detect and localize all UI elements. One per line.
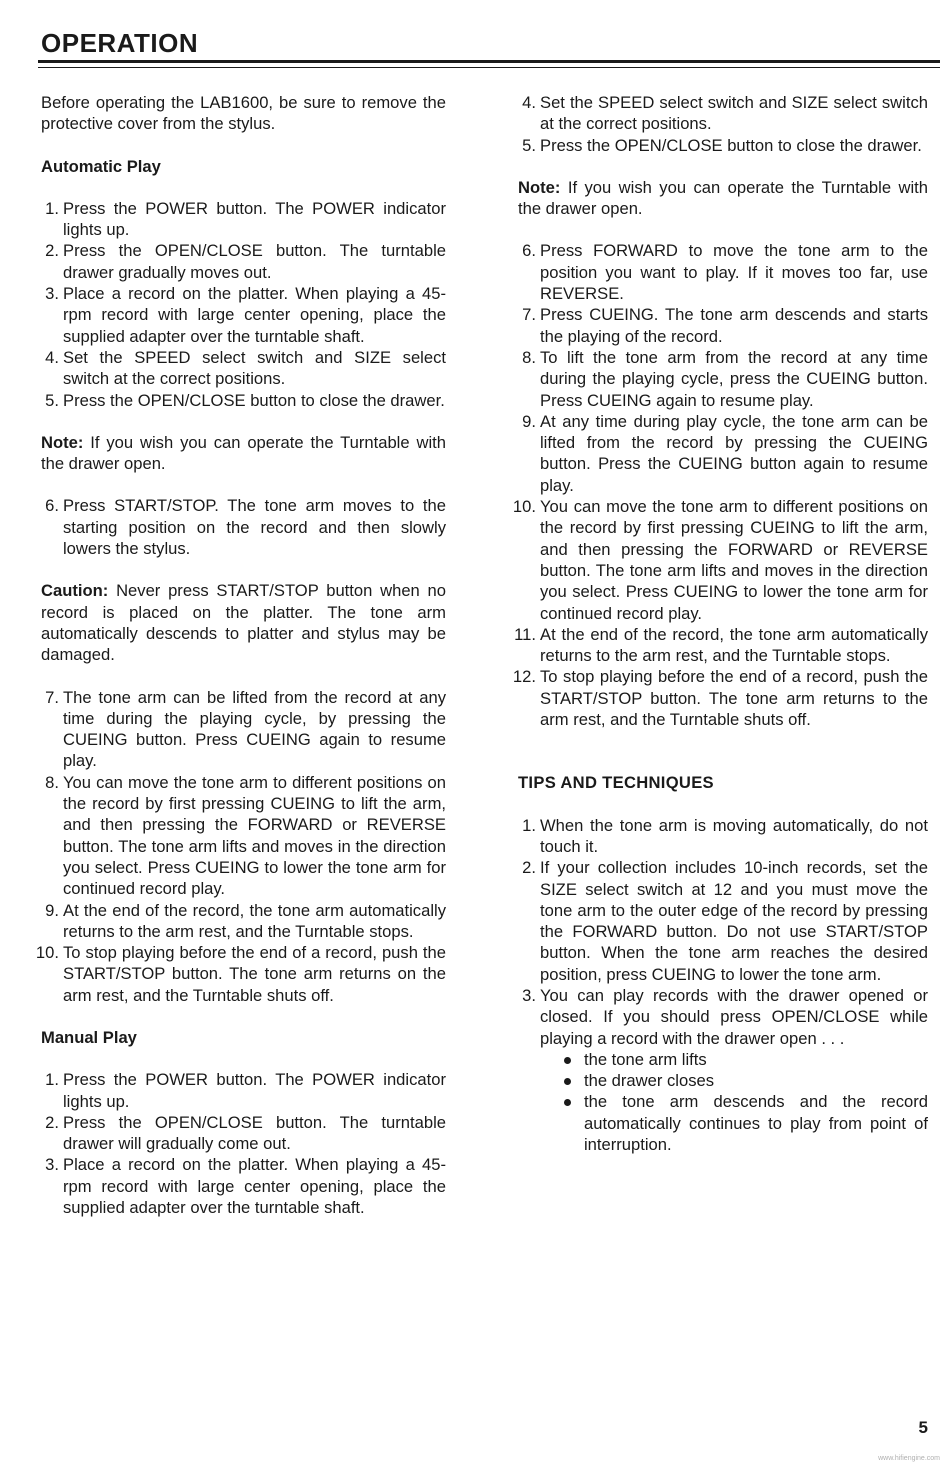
list-item: 5. Press the OPEN/CLOSE button to close the drawer. — [522, 135, 922, 155]
manual-play-steps-1a — [41, 1069, 446, 1218]
bullet-item: the drawer closes — [562, 1070, 928, 1091]
list-item: 6. Press START/STOP. The tone arm moves to the starting position on the record and then slowly lowers the stylus. — [45, 496, 446, 559]
manual-play-steps-1b — [518, 92, 928, 156]
automatic-play-steps-1 — [41, 198, 446, 411]
tips-bullets — [540, 1049, 928, 1155]
list-item: 2. Press the OPEN/CLOSE button. The turntable drawer gradually moves out. — [45, 241, 446, 282]
list-item: 8. To lift the tone arm from the record at any time during the playing cycle, press the CUEING button. Press CUEING again to resume play. — [522, 347, 928, 410]
automatic-play-steps-2 — [41, 495, 446, 559]
automatic-play-steps-3 — [35, 687, 446, 1006]
list-item: 5. Press the OPEN/CLOSE button to close the drawer. — [45, 390, 445, 410]
list-item: 12. To stop playing before the end of a record, push the START/STOP button. The tone arm returns to the arm rest, and the Turntable shuts off. — [512, 667, 928, 730]
list-item: 7. Press CUEING. The tone arm descends and starts the playing of the record. — [522, 305, 928, 346]
list-item: 2. If your collection includes 10-inch records, set the SIZE select switch at 12 and you must move the tone arm to the outer edge of the record by pressing the FORWARD button. Do not use START/STOP button. When the tone arm reaches the desired position, press CUEING to lower the tone arm. — [522, 858, 928, 984]
list-item: 1. Press the POWER button. The POWER indicator lights up. — [45, 198, 446, 240]
list-item: 3. You can play records with the drawer opened or closed. If you should press OPEN/CLOSE while playing a record with the drawer open . . . the tone arm lifts the drawer closes the tone arm descends and the record automatically continues to play from point of interruption. — [522, 985, 928, 1155]
list-item: 3. Place a record on the platter. When playing a 45-rpm record with large center opening, place the supplied adapter over the turntable shaft. — [45, 1155, 446, 1218]
list-item: 4. Set the SPEED select switch and SIZE select switch at the correct positions. — [522, 93, 928, 134]
header-rule-thin — [38, 67, 940, 68]
list-item: 9. At any time during play cycle, the tone arm can be lifted from the record by pressing the CUEING button. Press the CUEING button again to resume play. — [522, 411, 928, 495]
list-item: 1. When the tone arm is moving automatically, do not touch it. — [522, 815, 928, 856]
bullet-item: the tone arm descends and the record automatically continues to play from point of interruption. — [562, 1091, 928, 1155]
list-item: 2. Press the OPEN/CLOSE button. The turntable drawer will gradually come out. — [45, 1112, 446, 1154]
tips-list — [518, 815, 928, 1156]
automatic-play-heading: Automatic Play — [41, 156, 161, 176]
watermark: www.hifiengine.com — [878, 1455, 940, 1462]
automatic-play-note: Note: If you wish you can operate the Turntable with the drawer open. — [41, 432, 446, 474]
list-item: 7. The tone arm can be lifted from the record at any time during the playing cycle, by pressing the CUEING button. Press CUEING again to resume play. — [45, 687, 446, 771]
intro-paragraph: Before operating the LAB1600, be sure to remove the protective cover from the stylus. — [41, 93, 446, 134]
bullet-item: the tone arm lifts — [562, 1049, 928, 1070]
page-title: OPERATION — [41, 28, 199, 58]
list-item: 9. At the end of the record, the tone arm automatically returns to the arm rest, and the Turntable stops. — [45, 900, 446, 941]
page-number: 5 — [918, 1418, 928, 1437]
list-item: 10. You can move the tone arm to different positions on the record by first pressing CUEING to lift the arm, and then pressing the FORWARD or REVERSE button. The tone arm lifts and moves in the direction you select. Press CUEING to lower the tone arm for continued record play. — [512, 497, 928, 623]
manual-play-steps-2 — [512, 240, 928, 730]
list-item: 1. Press the POWER button. The POWER indicator lights up. — [45, 1070, 446, 1111]
list-item: 6. Press FORWARD to move the tone arm to the position you want to play. If it moves too far, use REVERSE. — [522, 241, 928, 304]
left-column — [35, 92, 446, 1218]
list-item: 3. Place a record on the platter. When playing a 45-rpm record with large center opening, place the supplied adapter over the turntable shaft. — [45, 284, 446, 346]
right-column — [512, 92, 928, 1155]
automatic-play-caution: Caution: Never press START/STOP button when no record is placed on the platter. The tone arm automatically descends to platter and stylus may be damaged. — [41, 581, 446, 665]
header-rule-thick — [38, 60, 940, 63]
list-item: 4. Set the SPEED select switch and SIZE select switch at the correct positions. — [45, 347, 446, 389]
list-item: 10. To stop playing before the end of a record, push the START/STOP button. The tone arm returns on the arm rest, and the Turntable shuts off. — [35, 943, 446, 1005]
manual-play-note: Note: If you wish you can operate the Turntable with the drawer open. — [518, 177, 928, 219]
list-item: 8. You can move the tone arm to different positions on the record by first pressing CUEING to lift the arm, and then pressing the FORWARD or REVERSE button. The tone arm lifts and moves in the direction you select. Press CUEING to lower the tone arm for continued record play. — [45, 772, 446, 899]
manual-play-heading: Manual Play — [41, 1027, 137, 1047]
tips-heading: TIPS AND TECHNIQUES — [518, 773, 714, 793]
list-item: 11. At the end of the record, the tone arm automatically returns to the arm rest, and the Turntable stops. — [514, 624, 928, 666]
